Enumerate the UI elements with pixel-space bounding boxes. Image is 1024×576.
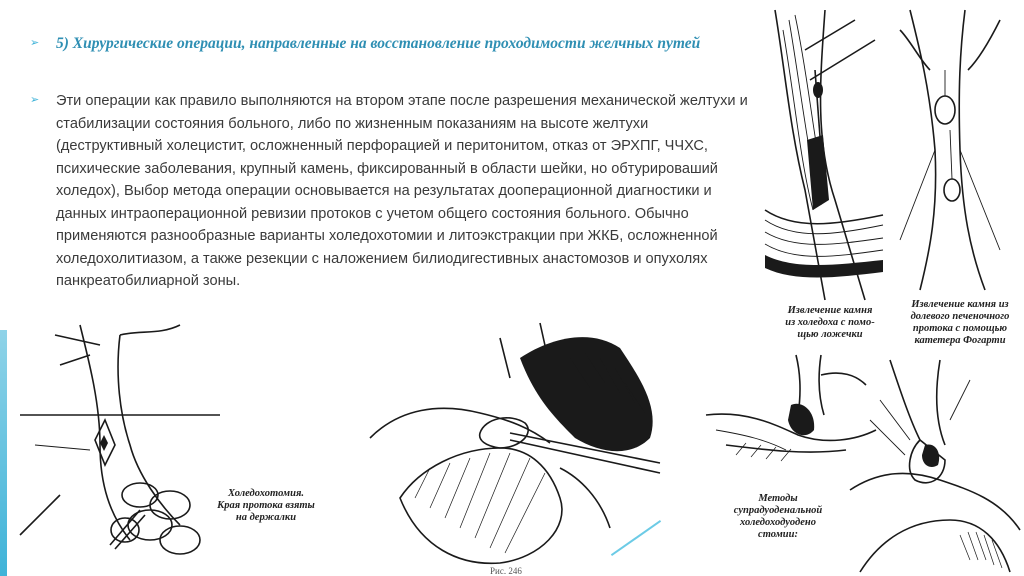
slide-body-text: Эти операции как правило выполняются на втором этапе после разрешения механической желтухи и стабилизации состояния больного, либо по жизненным показаниям на высоте желтухи (деструктивный холецистит, осложненный перфорацией и перитонитом, отказ от ЭРХПГ, ЧЧХС, психические заболевания, крупный камень, фиксированный в области шейки, но обтурироваший холедох), Выбор метода операции основывается на результатах дооперационной диагностики и данных интраоперационной ревизии протоков с учетом общего состояния больного. Обычно применяются разнообразные варианты холедохотомии и литоэкстракции при ЖКБ, осложненной холедохолитиазом, а также резекции с наложением билиодигестивных анастомозов и опухолях панкреатобилиарной зоны. [56, 93, 748, 289]
heading-bullet: ➢ [30, 36, 40, 49]
illustration-duodenum [850, 360, 1020, 572]
caption-choledochotomy: Холедохотомия. Края протока взяты на держалки [217, 488, 315, 523]
caption-stone-spoon: Извлечение камня из холедоха с помо- щью ложечки [785, 305, 875, 340]
illustration-stone-spoon [765, 10, 883, 300]
body-bullet: ➢ [30, 93, 40, 106]
caption-supraduodenal: Методы супрадуоденальной холедоходуодено стомии: [733, 493, 823, 540]
caption-fogarty: Извлечение камня из долевого печеночного протока с помощью катетера Фогарти [910, 299, 1010, 346]
illustration-surgical-field [360, 318, 665, 568]
slide-heading: 5) Хирургические операции, направленные на восстановление проходимости желчных путей [56, 35, 701, 52]
illustration-choledochotomy [20, 325, 220, 570]
illustration-fogarty [890, 10, 1015, 290]
footer-fragment: Рис. 246 [490, 566, 522, 576]
accent-bar [0, 330, 7, 576]
